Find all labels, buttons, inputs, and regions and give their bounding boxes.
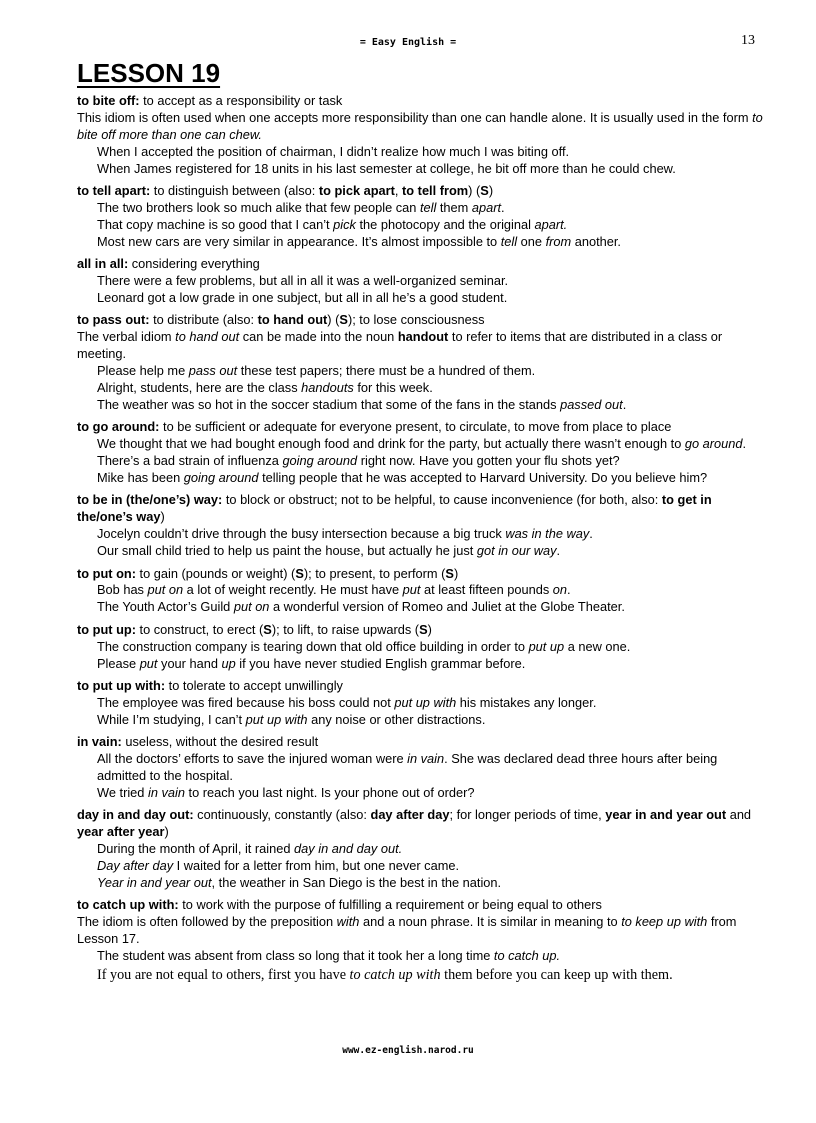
- text-run: ): [160, 509, 165, 525]
- text-run: the photocopy and the original: [355, 216, 535, 232]
- emphasis-text: apart: [471, 199, 502, 215]
- example-sentence: [77, 470, 769, 487]
- example-sentence: [77, 363, 769, 380]
- text-run: from Lesson 17.: [77, 914, 737, 947]
- idiom-term: to get in the/one’s way: [77, 492, 712, 525]
- emphasis-text: handouts: [301, 380, 354, 395]
- emphasis-text: in vain: [147, 784, 185, 800]
- text-run: .: [742, 436, 747, 452]
- emphasis-text: to catch up with: [349, 967, 441, 983]
- idiom-term: handout: [397, 329, 449, 345]
- idiom-entry: [77, 183, 769, 251]
- idiom-term: all in all:: [77, 256, 129, 272]
- text-run: ): [488, 183, 494, 199]
- text-run: ): [164, 824, 169, 840]
- text-run: During the month of April, it rained: [97, 841, 295, 857]
- example-sentence: [77, 858, 769, 875]
- text-run: ,: [394, 183, 403, 199]
- emphasis-text: put: [402, 582, 421, 598]
- example-sentence: [77, 785, 769, 802]
- text-run: to construct, to erect (: [135, 621, 264, 637]
- idiom-term: year after year: [77, 824, 165, 840]
- example-sentence: [77, 161, 769, 178]
- idiom-term: S: [263, 621, 272, 637]
- emphasis-text: put: [139, 655, 158, 671]
- idiom-term: S: [339, 312, 348, 328]
- text-run: We thought that we had bought enough food and drink for the party, but actually there wasn’t enough to: [97, 436, 685, 452]
- text-run: We tried: [97, 784, 148, 800]
- text-run: There’s a bad strain of influenza: [97, 453, 283, 469]
- emphasis-text: to hand out: [175, 329, 240, 345]
- idiom-term: to catch up with:: [77, 897, 179, 913]
- example-sentence: [77, 656, 769, 673]
- example-sentence: [77, 380, 769, 397]
- emphasis-text: Day after day: [97, 858, 174, 874]
- text-run: The two brothers look so much alike that few people can: [97, 199, 420, 215]
- text-run: them before you can keep up with them.: [440, 967, 673, 983]
- text-run: to reach you last night. Is your phone out of order?: [184, 784, 475, 800]
- example-sentence: [77, 217, 769, 234]
- idiom-term: in vain:: [77, 734, 122, 750]
- emphasis-text: pick: [333, 216, 356, 232]
- text-run: right now. Have you gotten your flu shots yet?: [357, 453, 620, 469]
- text-run: these test papers; there must be a hundred of them.: [237, 363, 536, 379]
- idiom-entry: [77, 93, 769, 178]
- idiom-term: S: [445, 565, 454, 581]
- text-run: his mistakes any longer.: [456, 694, 597, 710]
- text-run: one: [517, 233, 546, 249]
- emphasis-text: day in and day out.: [294, 841, 403, 857]
- text-run: Please: [97, 655, 140, 671]
- idiom-entry: [77, 566, 769, 617]
- text-run: , the weather in San Diego is the best in the nation.: [211, 874, 502, 890]
- text-run: and a noun phrase. It is similar in meaning to: [359, 914, 622, 930]
- text-run: .: [567, 582, 571, 598]
- usage-note: [77, 329, 769, 363]
- emphasis-text: go around: [684, 436, 743, 452]
- text-run: a wonderful version of Romeo and Juliet at the Globe Theater.: [269, 599, 625, 615]
- idiom-entry: [77, 807, 769, 892]
- idiom-term: to pick apart: [318, 183, 395, 199]
- example-sentence: [77, 144, 769, 161]
- definition-line: [77, 419, 769, 436]
- text-run: and: [726, 807, 752, 823]
- emphasis-text: put up: [528, 638, 565, 654]
- definition-line: [77, 492, 769, 526]
- emphasis-text: put on: [147, 582, 184, 598]
- usage-note: [77, 914, 769, 948]
- emphasis-text: in vain: [407, 751, 445, 767]
- usage-note: [77, 110, 769, 144]
- text-run: continuously, constantly (also:: [193, 807, 371, 823]
- example-sentence: [77, 639, 769, 656]
- text-run: to tolerate to accept unwillingly: [165, 678, 343, 693]
- text-run: can be made into the noun: [239, 329, 398, 345]
- idiom-list: [77, 93, 769, 991]
- text-run: useless, without the desired result: [121, 734, 319, 750]
- text-run: Mike has been: [97, 470, 184, 486]
- idiom-entry: [77, 492, 769, 560]
- text-run: The verbal idiom: [77, 329, 176, 345]
- example-sentence: [77, 200, 769, 217]
- definition-line: [77, 312, 769, 329]
- text-run: There were a few problems, but all in all it was a well-organized seminar.: [97, 273, 509, 289]
- example-sentence: [77, 695, 769, 712]
- example-sentence: [77, 841, 769, 858]
- text-run: When James registered for 18 units in his last semester at college, he bit off more than he could chew.: [97, 160, 676, 176]
- running-header: = Easy English =: [359, 37, 457, 48]
- idiom-term: S: [419, 621, 428, 637]
- idiom-term: to put up with:: [77, 678, 166, 693]
- text-run: The weather was so hot in the soccer stadium that some of the fans in the stands: [97, 396, 561, 412]
- text-run: a lot of weight recently. He must have: [183, 582, 403, 598]
- idiom-term: to go around:: [77, 419, 160, 435]
- example-sentence: [77, 582, 769, 599]
- text-run: Bob has: [97, 582, 148, 598]
- text-run: .: [622, 396, 627, 412]
- emphasis-text: going around: [282, 453, 358, 469]
- text-run: to distinguish between (also:: [150, 183, 319, 199]
- emphasis-text: Year in and year out: [97, 874, 212, 890]
- example-sentence: [77, 948, 769, 965]
- emphasis-text: got in our way: [476, 543, 557, 559]
- example-sentence: [77, 966, 769, 985]
- idiom-term: to put on:: [77, 565, 136, 581]
- text-run: ); to present, to perform (: [303, 565, 446, 581]
- text-run: ; for longer periods of time,: [449, 807, 606, 823]
- idiom-term: to pass out:: [77, 312, 150, 328]
- emphasis-text: from: [545, 233, 572, 249]
- text-run: The construction company is tearing down that old office building in order to: [97, 638, 529, 654]
- text-run: ) (: [468, 183, 481, 199]
- text-run: While I’m studying, I can’t: [97, 711, 246, 727]
- text-run: That copy machine is so good that I can’t: [97, 216, 334, 232]
- text-run: If you are not equal to others, first you have: [97, 967, 350, 983]
- emphasis-text: to catch up.: [493, 948, 561, 964]
- emphasis-text: to bite off more than one can chew.: [77, 109, 763, 142]
- text-run: Leonard got a low grade in one subject, but all in all he’s a good student.: [97, 289, 508, 305]
- text-run: The idiom is often followed by the preposition: [77, 914, 337, 930]
- text-run: them: [436, 199, 472, 215]
- idiom-term: to bite off:: [77, 93, 140, 108]
- idiom-entry: [77, 678, 769, 729]
- emphasis-text: was in the way: [505, 526, 590, 542]
- idiom-term: S: [295, 565, 304, 581]
- definition-line: [77, 734, 769, 751]
- idiom-entry: [77, 256, 769, 307]
- text-run: When I accepted the position of chairman, I didn’t realize how much I was biting off.: [97, 143, 570, 159]
- text-run: telling people that he was accepted to Harvard University. Do you believe him?: [258, 470, 708, 486]
- text-run: a new one.: [564, 638, 631, 654]
- definition-line: [77, 183, 769, 200]
- example-sentence: [77, 712, 769, 729]
- text-run: Most new cars are very similar in appearance. It’s almost impossible to: [97, 233, 501, 249]
- definition-line: [77, 622, 769, 639]
- definition-line: [77, 807, 769, 841]
- text-run: The Youth Actor’s Guild: [97, 599, 234, 615]
- idiom-entry: [77, 419, 769, 487]
- emphasis-text: on: [552, 582, 568, 598]
- text-run: .: [501, 199, 505, 215]
- text-run: ); to lift, to raise upwards (: [271, 621, 420, 637]
- idiom-term: S: [480, 183, 489, 199]
- idiom-entry: [77, 622, 769, 673]
- definition-line: [77, 256, 769, 273]
- emphasis-text: going around: [183, 470, 259, 486]
- text-run: to gain (pounds or weight) (: [135, 565, 296, 581]
- emphasis-text: pass out: [188, 363, 238, 379]
- example-sentence: [77, 526, 769, 543]
- idiom-entry: [77, 312, 769, 413]
- text-run: . She was declared dead three hours after being admitted to the hospital.: [97, 751, 718, 784]
- text-run: This idiom is often used when one accepts more responsibility than one can handle alone. It is usually used in the form: [77, 109, 753, 125]
- text-run: if you have never studied English grammar before.: [235, 655, 526, 671]
- text-run: The employee was fired because his boss could not: [97, 694, 395, 710]
- text-run: Please help me: [97, 363, 189, 379]
- idiom-term: day after day: [370, 807, 450, 823]
- text-run: to refer to items that are distributed in a class or meeting.: [77, 329, 723, 362]
- definition-line: [77, 678, 769, 695]
- text-run: another.: [571, 233, 621, 249]
- example-sentence: [77, 234, 769, 251]
- example-sentence: [77, 543, 769, 560]
- emphasis-text: put on: [233, 599, 270, 615]
- idiom-term: day in and day out:: [77, 807, 194, 823]
- text-run: Alright, students, here are the class: [97, 380, 302, 395]
- emphasis-text: up: [221, 655, 236, 671]
- text-run: ) (: [327, 312, 340, 328]
- text-run: ): [427, 621, 432, 637]
- definition-line: [77, 897, 769, 914]
- page-number: 13: [741, 33, 755, 48]
- text-run: to be sufficient or adequate for everyone present, to circulate, to move from place to place: [159, 419, 672, 435]
- text-run: All the doctors’ efforts to save the injured woman were: [97, 751, 408, 767]
- text-run: ); to lose consciousness: [347, 312, 485, 328]
- emphasis-text: to keep up with: [621, 914, 708, 930]
- idiom-term: to be in (the/one’s) way:: [77, 492, 223, 508]
- example-sentence: [77, 436, 769, 453]
- example-sentence: [77, 599, 769, 616]
- definition-line: [77, 93, 769, 110]
- idiom-term: year in and year out: [605, 807, 727, 823]
- text-run: Jocelyn couldn’t drive through the busy intersection because a big truck: [97, 526, 506, 542]
- example-sentence: [77, 273, 769, 290]
- lesson-title: LESSON 19: [77, 58, 221, 88]
- idiom-term: to tell from: [402, 183, 469, 199]
- text-run: for this week.: [353, 380, 433, 395]
- idiom-entry: [77, 897, 769, 985]
- text-run: .: [556, 543, 561, 559]
- text-run: ): [453, 565, 459, 581]
- idiom-entry: [77, 734, 769, 802]
- text-run: at least fifteen pounds: [420, 582, 553, 598]
- text-run: .: [589, 526, 593, 542]
- emphasis-text: put up with: [394, 694, 457, 710]
- text-run: any noise or other distractions.: [307, 711, 486, 727]
- example-sentence: [77, 751, 769, 785]
- text-run: your hand: [157, 655, 222, 671]
- emphasis-text: apart.: [534, 216, 568, 232]
- example-sentence: [77, 397, 769, 414]
- text-run: to block or obstruct; not to be helpful, to cause inconvenience (for both, also:: [222, 492, 662, 508]
- text-run: I waited for a letter from him, but one never came.: [173, 858, 460, 874]
- example-sentence: [77, 875, 769, 892]
- emphasis-text: tell: [500, 233, 518, 249]
- emphasis-text: with: [336, 914, 360, 930]
- text-run: to distribute (also:: [149, 312, 258, 328]
- footer-url: www.ez-english.narod.ru: [342, 1045, 474, 1056]
- emphasis-text: tell: [419, 199, 437, 215]
- emphasis-text: put up with: [245, 711, 308, 727]
- example-sentence: [77, 290, 769, 307]
- emphasis-text: passed out: [560, 396, 623, 412]
- text-run: Our small child tried to help us paint the house, but actually he just: [97, 543, 477, 559]
- definition-line: [77, 566, 769, 583]
- idiom-term: to tell apart:: [77, 183, 151, 199]
- text-run: to work with the purpose of fulfilling a requirement or being equal to others: [178, 897, 602, 913]
- example-sentence: [77, 453, 769, 470]
- text-run: The student was absent from class so long that it took her a long time: [97, 948, 494, 964]
- idiom-term: to hand out: [257, 312, 328, 328]
- text-run: to accept as a responsibility or task: [139, 93, 343, 108]
- text-run: considering everything: [128, 256, 260, 272]
- idiom-term: to put up:: [77, 621, 136, 637]
